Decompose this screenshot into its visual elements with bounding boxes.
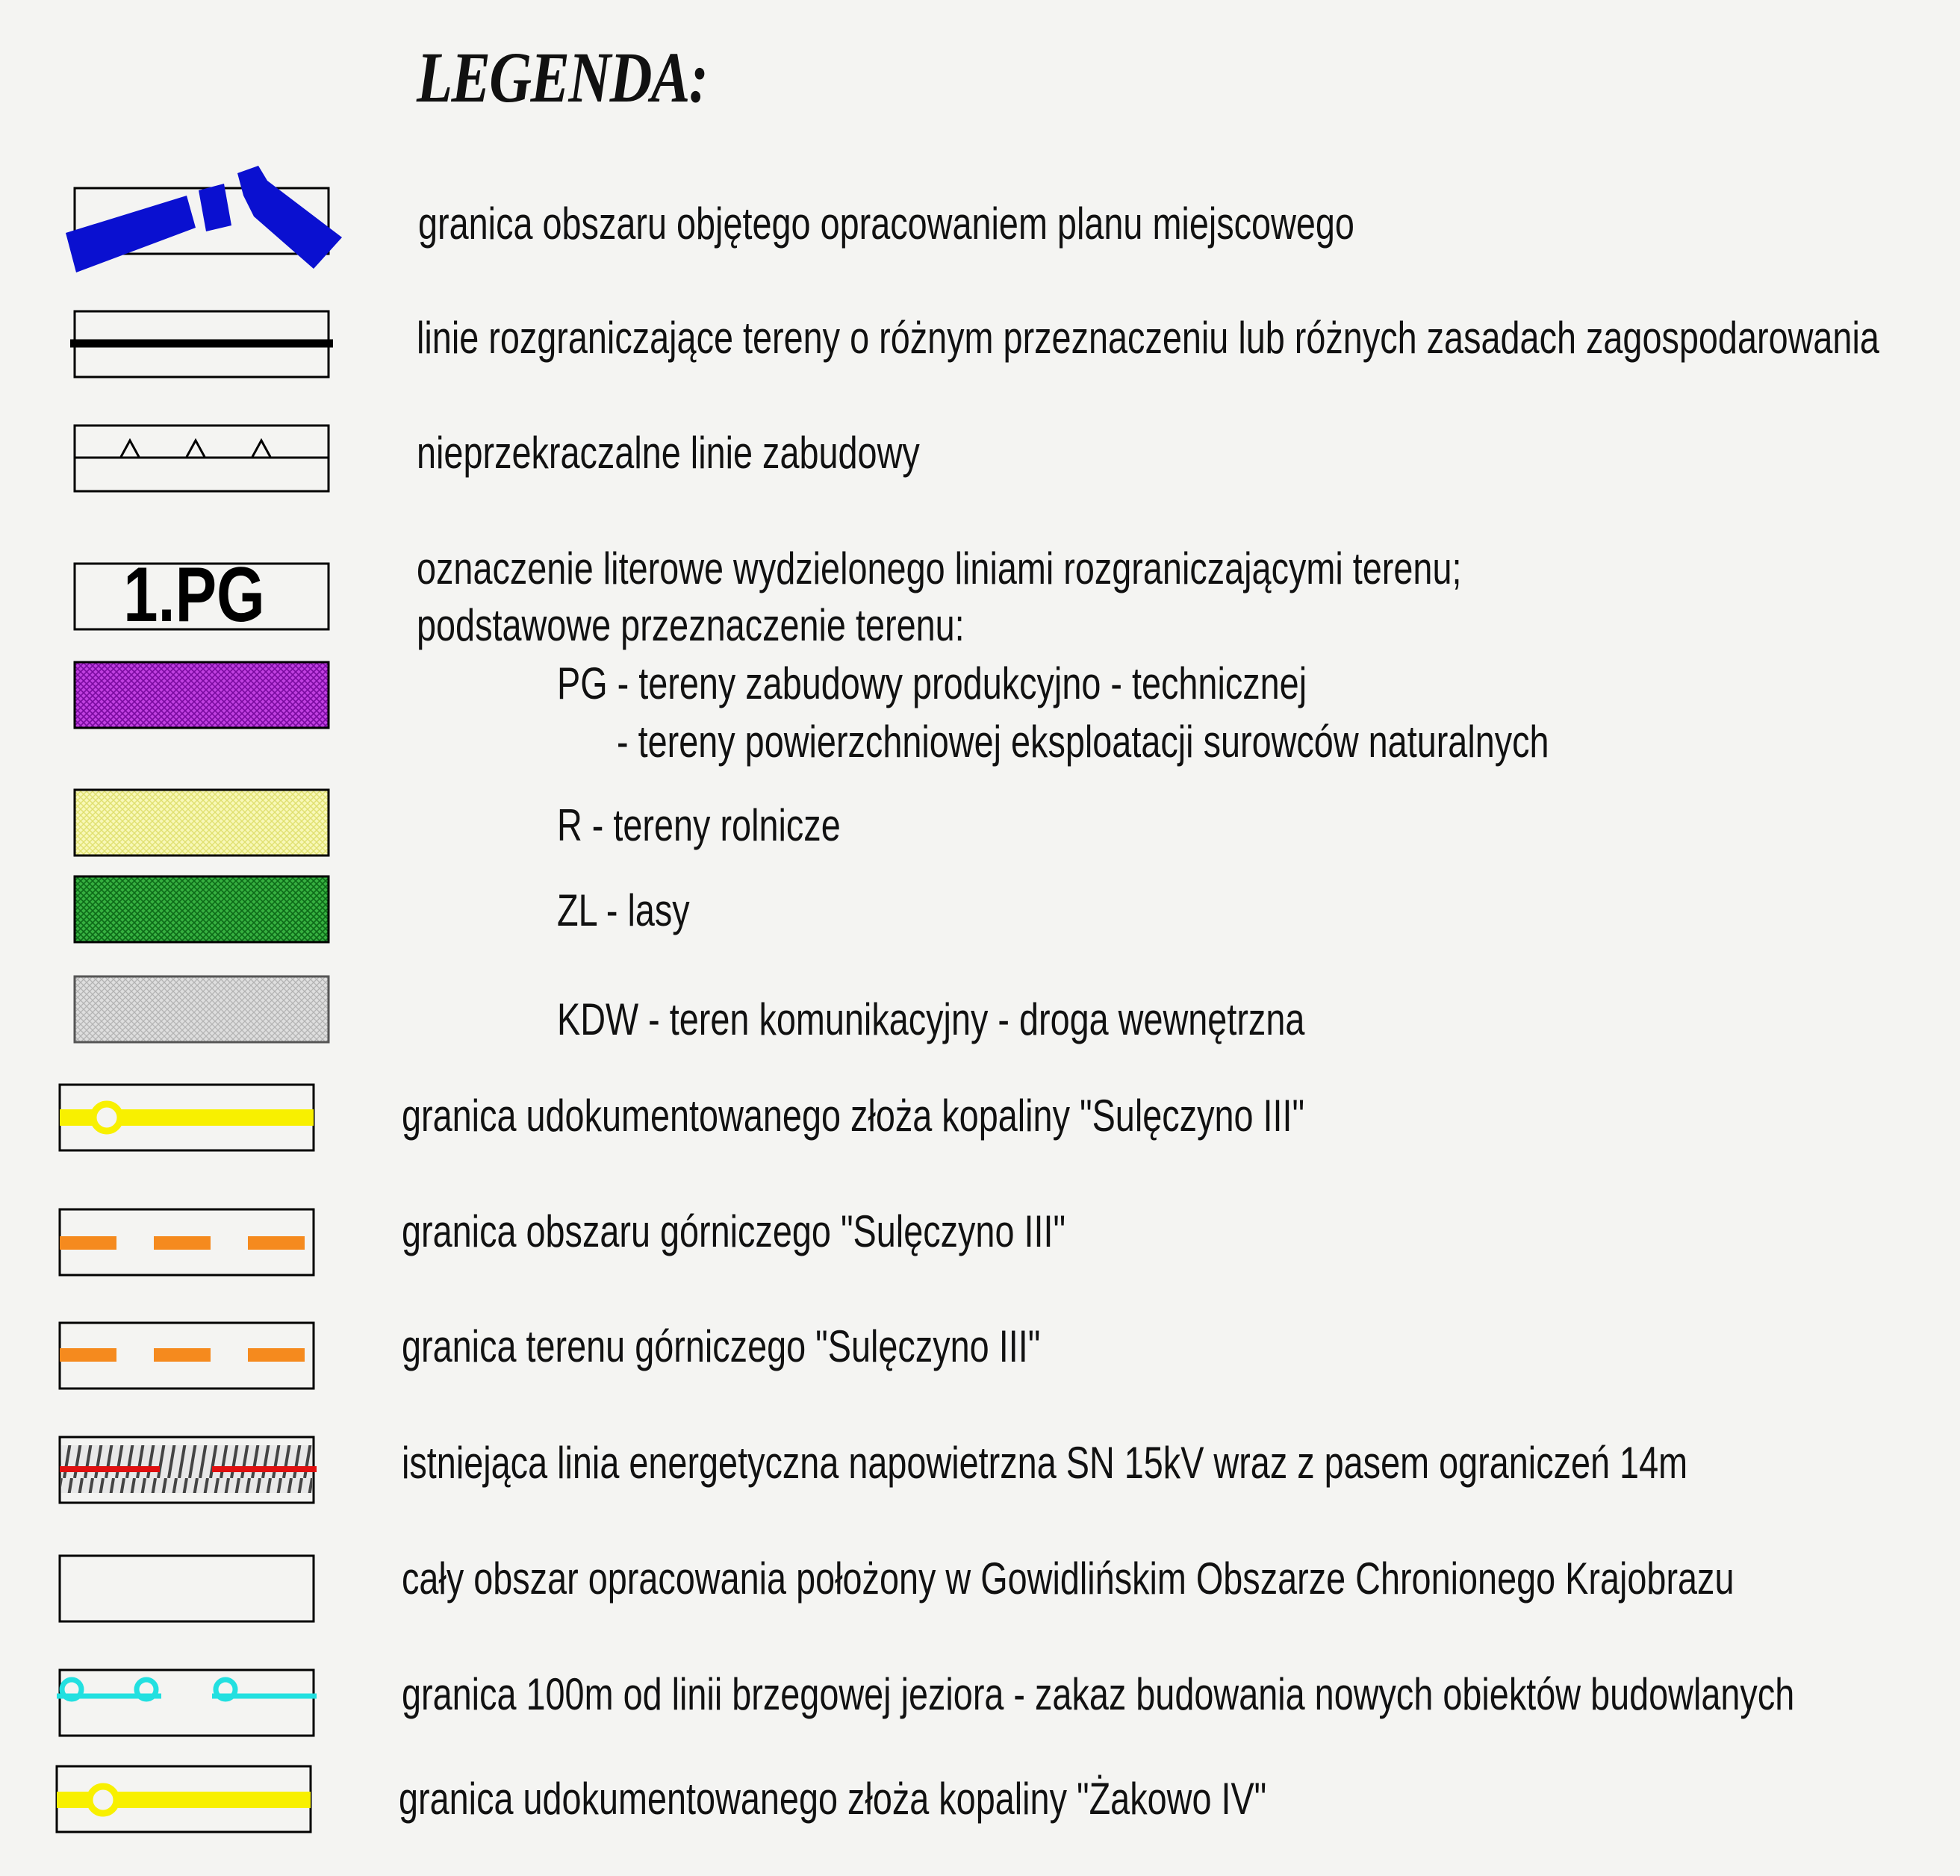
label-power-line: istniejąca linia energetyczna napowietrzna SN 15kV wraz z pasem ograniczeń 14m — [402, 1438, 1688, 1488]
label-mining-terrain: granica terenu górniczego "Sulęczyno III" — [402, 1321, 1041, 1371]
label-pg: PG - tereny zabudowy produkcyjno - technicznej — [557, 658, 1307, 708]
label-letter-marking: oznaczenie literowe wydzielonego liniami rozgraniczającymi terenu; — [417, 543, 1462, 593]
symbol-protected-area — [60, 1556, 314, 1621]
label-deposit-suleczyno: granica udokumentowanego złoża kopaliny "Sulęczyno III" — [402, 1091, 1305, 1141]
label-r: R - tereny rolnicze — [557, 800, 841, 850]
symbol-fill-kdw — [75, 976, 329, 1042]
label-building-lines: nieprzekraczalne linie zabudowy — [417, 428, 920, 478]
symbol-power-line — [60, 1437, 317, 1503]
symbol-lake-zone — [57, 1670, 317, 1736]
symbol-fill-r — [75, 790, 329, 856]
symbol-deposit-zakowo — [57, 1766, 311, 1832]
label-protected-area: cały obszar opracowania położony w Gowidlińskim Obszarze Chronionego Krajobrazu — [402, 1554, 1735, 1604]
label-lake-zone: granica 100m od linii brzegowej jeziora - zakaz budowania nowych obiektów budowlanych — [402, 1669, 1795, 1719]
symbol-mining-area — [60, 1209, 314, 1275]
symbol-deposit-suleczyno — [60, 1085, 314, 1150]
symbol-building-lines — [75, 426, 329, 491]
symbol-letter-marking — [75, 551, 329, 638]
symbol-fill-zl — [75, 876, 329, 942]
label-mining-area: granica obszaru górniczego "Sulęczyno III" — [402, 1206, 1066, 1256]
symbol-plan-boundary — [66, 166, 342, 272]
label-dividing-lines: linie rozgraniczające tereny o różnym przeznaczeniu lub różnych zasadach zagospodarowania — [417, 313, 1879, 363]
label-pg-continuation: - tereny powierzchniowej eksploatacji surowców naturalnych — [617, 717, 1549, 767]
symbol-mining-terrain — [60, 1323, 314, 1389]
legend-title: LEGENDA: — [417, 37, 708, 117]
label-basic-purpose: podstawowe przeznaczenie terenu: — [417, 600, 965, 650]
symbol-fill-pg — [75, 662, 329, 728]
label-kdw: KDW - teren komunikacyjny - droga wewnętrzna — [557, 994, 1305, 1044]
label-zl: ZL - lasy — [557, 885, 690, 935]
label-deposit-zakowo: granica udokumentowanego złoża kopaliny "Żakowo IV" — [399, 1774, 1267, 1824]
symbol-dividing-lines — [70, 311, 333, 377]
symbol-letter-marking-text: 1.PG — [123, 551, 265, 638]
label-plan-boundary: granica obszaru objętego opracowaniem planu miejscowego — [418, 199, 1354, 249]
